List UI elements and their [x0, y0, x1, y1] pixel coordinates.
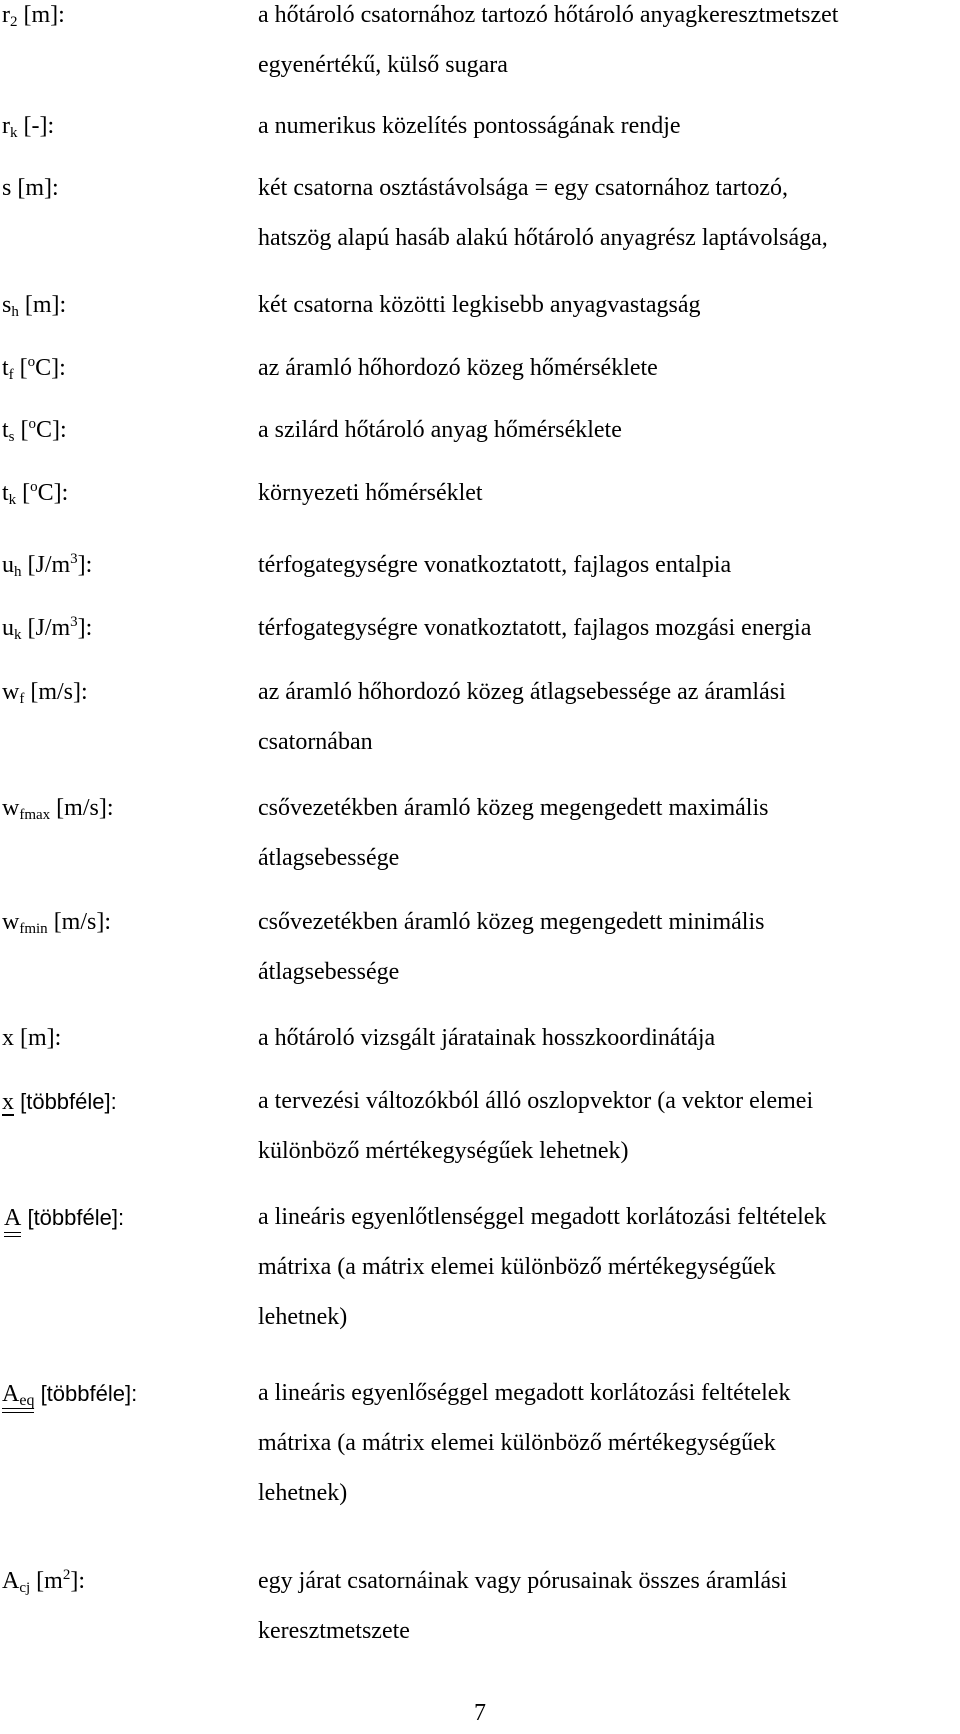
glossary-symbol: $w_{fmin}$ [m/s]: — [2, 909, 112, 937]
description-line: a hőtároló vizsgált járatainak hosszkoordinátája — [258, 1025, 716, 1051]
description-line: a lineáris egyenlőséggel megadott korlátozási feltételek — [258, 1380, 791, 1406]
glossary-symbol: $w_{fmax}$ [m/s]: — [2, 795, 114, 823]
glossary-symbol: $t_f$ [$^o$C]: — [2, 354, 66, 383]
glossary-symbol: $s_h$ [m]: — [2, 292, 67, 320]
description-line: lehetnek) — [258, 1304, 348, 1330]
glossary-description — [258, 113, 958, 163]
glossary-description — [258, 175, 958, 275]
vector-symbol: x — [2, 1089, 14, 1115]
description-line: a szilárd hőtároló anyag hőmérséklete — [258, 417, 622, 443]
page-number: 7 — [474, 1700, 486, 1726]
glossary-symbol: $A_{cj}$ $[m^2]$: — [2, 1567, 86, 1596]
description-line: átlagsebessége — [258, 959, 400, 985]
glossary-description — [258, 1380, 958, 1530]
glossary-symbol: $t_k$ [$^o$C]: — [2, 479, 69, 508]
description-line: a lineáris egyenlőtlenséggel megadott korlátozási feltételek — [258, 1204, 827, 1230]
glossary-description — [258, 1088, 958, 1188]
glossary-description — [258, 2, 958, 102]
description-line: mátrixa (a mátrix elemei különböző mértékegységűek — [258, 1254, 776, 1280]
description-line: hatszög alapú hasáb alakú hőtároló anyagrész laptávolsága, — [258, 225, 828, 251]
glossary-description — [258, 615, 958, 665]
description-line: környezeti hőmérséklet — [258, 480, 483, 506]
glossary-symbol: $t_s$ [$^o$C]: — [2, 416, 67, 445]
description-line: a hőtároló csatornához tartozó hőtároló anyagkeresztmetszet — [258, 2, 839, 28]
glossary-description — [258, 552, 958, 602]
glossary-symbol: $w_f$ [m/s]: — [2, 679, 88, 707]
description-line: lehetnek) — [258, 1480, 348, 1506]
description-line: térfogategységre vonatkoztatott, fajlagos mozgási energia — [258, 615, 812, 641]
description-line: a tervezési változókból álló oszlopvektor (a vektor elemei — [258, 1088, 814, 1114]
description-line: két csatorna osztástávolsága = egy csatornához tartozó, — [258, 175, 788, 201]
glossary-symbol: $A_{eq}$ [többféle]: — [2, 1381, 138, 1409]
matrix-symbol: $A_{eq}$ — [2, 1381, 35, 1409]
glossary-symbol: s [m]: — [2, 175, 59, 201]
glossary-symbol: A [többféle]: — [4, 1205, 125, 1231]
description-line: keresztmetszete — [258, 1618, 410, 1644]
description-line: mátrixa (a mátrix elemei különböző mértékegységűek — [258, 1430, 776, 1456]
description-line: az áramló hőhordozó közeg hőmérséklete — [258, 355, 658, 381]
description-line: az áramló hőhordozó közeg átlagsebessége az áramlási — [258, 679, 786, 705]
glossary-symbol: $r_k$ [-]: — [2, 113, 55, 141]
glossary-symbol: $u_k$ $[J/m^3]$: — [2, 614, 93, 643]
glossary-symbol: x [m]: — [2, 1025, 62, 1051]
description-line: csatornában — [258, 729, 373, 755]
glossary-description — [258, 1568, 958, 1668]
description-line: egy járat csatornáinak vagy pórusainak összes áramlási — [258, 1568, 788, 1594]
glossary-description — [258, 480, 958, 530]
description-line: egyenértékű, külső sugara — [258, 52, 508, 78]
glossary-description — [258, 292, 958, 342]
description-line: csővezetékben áramló közeg megengedett maximális — [258, 795, 769, 821]
glossary-description — [258, 417, 958, 467]
glossary-description — [258, 1025, 958, 1075]
description-line: átlagsebessége — [258, 845, 400, 871]
glossary-symbol: x [többféle]: — [2, 1089, 117, 1115]
glossary-description — [258, 909, 958, 1009]
glossary-symbol: $r_2$ [m]: — [2, 2, 65, 30]
description-line: különböző mértékegységűek lehetnek) — [258, 1138, 629, 1164]
description-line: csővezetékben áramló közeg megengedett minimális — [258, 909, 765, 935]
glossary-description — [258, 679, 958, 779]
matrix-symbol: A — [4, 1205, 22, 1231]
glossary-description — [258, 1204, 958, 1354]
description-line: két csatorna közötti legkisebb anyagvastagság — [258, 292, 701, 318]
glossary-description — [258, 355, 958, 405]
description-line: a numerikus közelítés pontosságának rendje — [258, 113, 681, 139]
glossary-description — [258, 795, 958, 895]
description-line: térfogategységre vonatkoztatott, fajlagos entalpia — [258, 552, 732, 578]
glossary-symbol: $u_h$ $[J/m^3]$: — [2, 551, 93, 580]
